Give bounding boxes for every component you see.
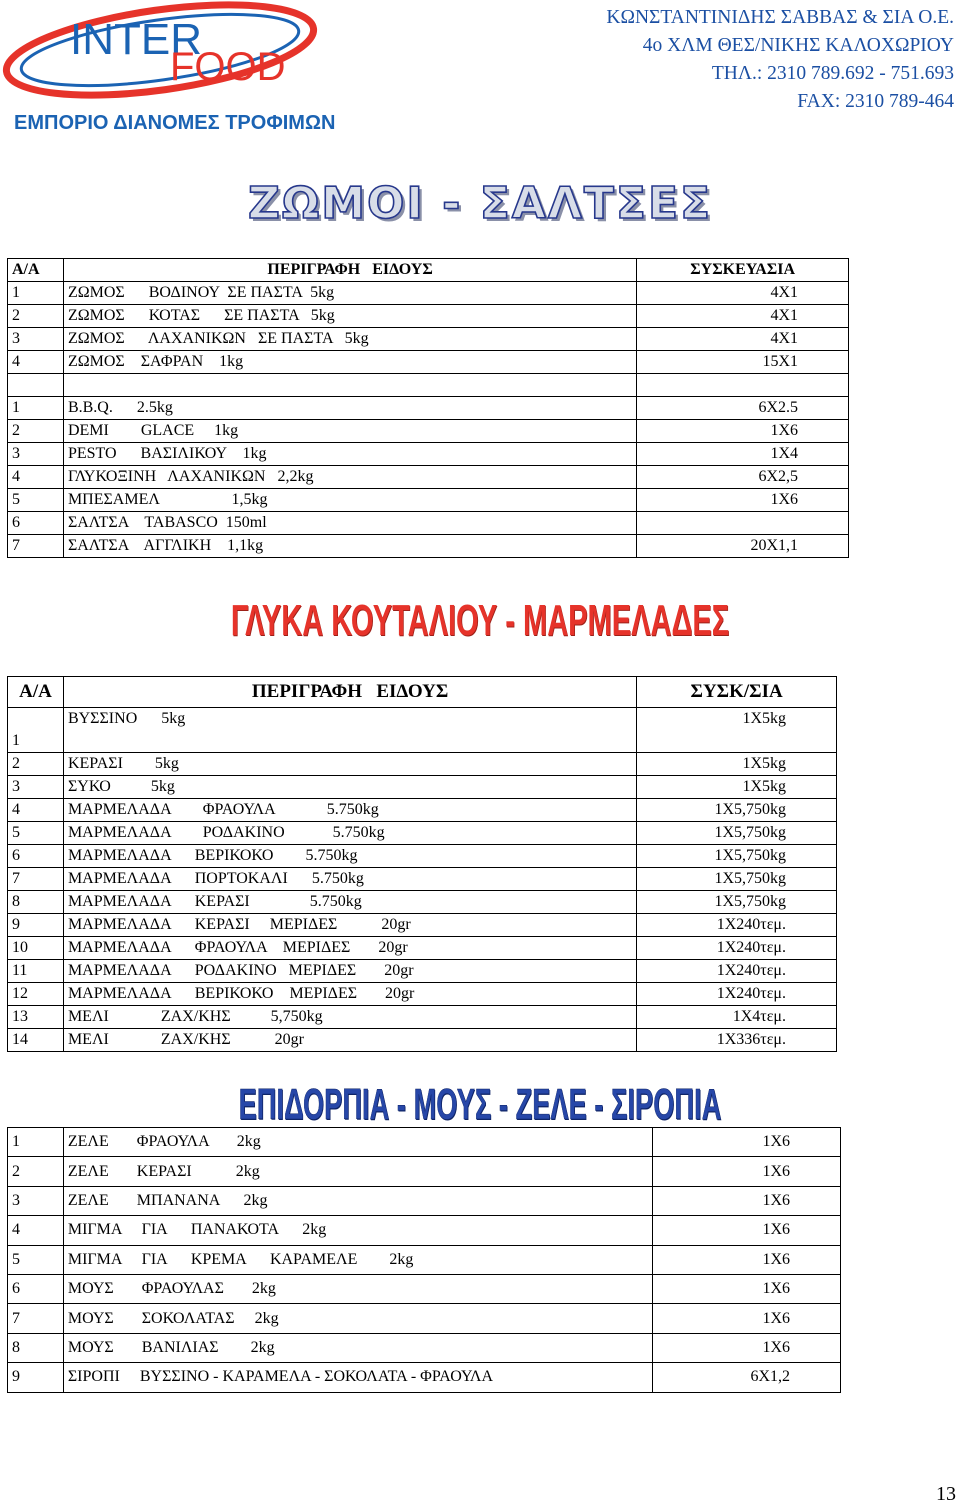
row-index: 13 [8,1006,64,1029]
table-row [8,397,849,420]
row-index: 1 [8,397,64,420]
row-description: ΖΩΜΟΣ ΒΟΔΙΝΟΥ ΣΕ ΠΑΣΤΑ 5kg [63,282,636,305]
row-index: 2 [8,305,64,328]
interfood-logo [0,0,330,112]
table-row [8,374,849,397]
row-index: 1 [8,708,64,753]
table-row [8,305,849,328]
table-row [8,443,849,466]
row-description: ΚΕΡΑΣΙ 5kg [63,753,636,776]
row-description: ΖΕΛΕ ΜΠΑΝΑΝΑ 2kg [63,1186,652,1215]
row-packaging: 1Χ5kg [637,753,837,776]
row-index: 2 [8,1157,64,1186]
table-row [8,960,837,983]
row-packaging: 1Χ5,750kg [637,868,837,891]
row-description: ΖΩΜΟΣ ΛΑΧΑΝΙΚΩΝ ΣΕ ΠΑΣΤΑ 5kg [63,328,636,351]
row-index: 7 [8,535,64,558]
section-title-broths-sauces: ΖΩΜΟΙ - ΣΑΛΤΣΕΣ [247,178,713,229]
page-number: 13 [936,1483,956,1505]
row-index: 5 [8,489,64,512]
row-description: DEMI GLACE 1kg [63,420,636,443]
row-index: 8 [8,891,64,914]
table-row [8,1006,837,1029]
row-description: ΖΕΛΕ ΚΕΡΑΣΙ 2kg [63,1157,652,1186]
row-index: 12 [8,983,64,1006]
row-description: ΜΟΥΣ ΣΟΚΟΛΑΤΑΣ 2kg [63,1304,652,1333]
logo-text-food: FOOD [170,45,286,89]
row-packaging: 1Χ5kg [637,708,837,753]
table-row [8,535,849,558]
row-description: ΜΑΡΜΕΛΑΔΑ ΒΕΡΙΚΟΚΟ ΜΕΡΙΔΕΣ 20gr [63,983,636,1006]
table-header-row [8,259,849,282]
row-description: ΜΙΓΜΑ ΓΙΑ ΠΑΝΑΚΟΤΑ 2kg [63,1216,652,1245]
row-index: 7 [8,868,64,891]
row-index: 5 [8,1245,64,1274]
row-description: ΖΩΜΟΣ ΚΟΤΑΣ ΣΕ ΠΑΣΤΑ 5kg [63,305,636,328]
header-description: ΠΕΡΙΓΡΑΦΗ ΕΙΔΟΥΣ [63,259,636,282]
row-index: 3 [8,443,64,466]
row-packaging: 1Χ5,750kg [637,822,837,845]
row-description: ΣΑΛΤΣΑ TABASCO 150ml [63,512,636,535]
header-index: Α/Α [8,259,64,282]
table-row [8,466,849,489]
table-row [8,845,837,868]
header-description: ΠΕΡΙΓΡΑΦΗ ΕΙΔΟΥΣ [63,677,636,708]
row-index: 3 [8,328,64,351]
row-description: ΒΥΣΣΙΝΟ 5kg [63,708,636,753]
row-packaging: 1Χ240τεμ. [637,983,837,1006]
row-packaging [637,512,849,535]
row-description: ΜΟΥΣ ΒΑΝΙΛΙΑΣ 2kg [63,1333,652,1362]
row-description: ΜΑΡΜΕΛΑΔΑ ΚΕΡΑΣΙ 5.750kg [63,891,636,914]
row-packaging: 1Χ6 [653,1186,841,1215]
row-packaging: 1Χ5,750kg [637,799,837,822]
row-description: ΜΑΡΜΕΛΑΔΑ ΦΡΑΟΥΛΑ ΜΕΡΙΔΕΣ 20gr [63,937,636,960]
table-row [8,420,849,443]
row-description: ΜΟΥΣ ΦΡΑΟΥΛΑΣ 2kg [63,1274,652,1303]
row-packaging: 1Χ5kg [637,776,837,799]
row-packaging [637,374,849,397]
row-packaging: 6Χ1,2 [653,1363,841,1392]
row-description [63,374,636,397]
logo-text-inter: INTER [70,15,202,64]
table-header-row [8,677,837,708]
row-index: 6 [8,845,64,868]
row-description: ΓΛΥΚΟΞΙΝΗ ΛΑΧΑΝΙΚΩΝ 2,2kg [63,466,636,489]
row-packaging: 1Χ6 [653,1304,841,1333]
table-row [8,776,837,799]
table-row [8,328,849,351]
row-description: ΜΑΡΜΕΛΑΔΑ ΒΕΡΙΚΟΚΟ 5.750kg [63,845,636,868]
table-row [8,1363,841,1392]
row-packaging: 4Χ1 [637,282,849,305]
company-phone: ΤΗΛ.: 2310 789.692 - 751.693 [711,63,954,84]
row-description: PESTO ΒΑΣΙΛΙΚΟΥ 1kg [63,443,636,466]
row-index: 10 [8,937,64,960]
row-packaging: 1Χ336τεμ. [637,1029,837,1052]
table-row [8,1186,841,1215]
table-row [8,351,849,374]
row-index: 3 [8,776,64,799]
table-row [8,937,837,960]
table-row [8,708,837,753]
row-index: 2 [8,753,64,776]
row-packaging: 1Χ6 [653,1216,841,1245]
table-row [8,1128,841,1157]
row-packaging: 6Χ2.5 [637,397,849,420]
row-description: ΜΑΡΜΕΛΑΔΑ ΚΕΡΑΣΙ ΜΕΡΙΔΕΣ 20gr [63,914,636,937]
row-description: ΜΕΛΙ ΖΑΧ/ΚΗΣ 20gr [63,1029,636,1052]
row-packaging: 4Χ1 [637,328,849,351]
table-row [8,914,837,937]
header-index: Α/Α [8,677,64,708]
table-row [8,822,837,845]
table-row [8,1157,841,1186]
table-row [8,868,837,891]
row-index: 6 [8,1274,64,1303]
row-description: ΖΕΛΕ ΦΡΑΟΥΛΑ 2kg [63,1128,652,1157]
row-packaging: 1Χ6 [637,420,849,443]
table-row [8,512,849,535]
brand-subtitle: ΕΜΠΟΡΙΟ ΔΙΑΝΟΜΕΣ ΤΡΟΦΙΜΩΝ [14,112,336,134]
row-packaging: 1Χ240τεμ. [637,914,837,937]
row-packaging: 1Χ5,750kg [637,891,837,914]
row-index: 9 [8,1363,64,1392]
row-description: ΜΑΡΜΕΛΑΔΑ ΠΟΡΤΟΚΑΛΙ 5.750kg [63,868,636,891]
row-index: 11 [8,960,64,983]
row-index: 1 [8,1128,64,1157]
row-packaging: 6Χ2,5 [637,466,849,489]
table-row [8,282,849,305]
table-row [8,753,837,776]
row-description: ΜΠΕΣΑΜΕΛ 1,5kg [63,489,636,512]
row-index: 8 [8,1333,64,1362]
row-description: ΜΙΓΜΑ ΓΙΑ ΚΡΕΜΑ ΚΑΡΑΜΕΛΕ 2kg [63,1245,652,1274]
row-index [8,374,64,397]
row-index: 1 [8,282,64,305]
row-packaging: 1Χ6 [653,1128,841,1157]
desserts-table [7,1127,841,1393]
broths-sauces-table [7,258,849,558]
header-packaging: ΣΥΣΚΕΥΑΣΙΑ [637,259,849,282]
row-description: ΜΑΡΜΕΛΑΔΑ ΡΟΔΑΚΙΝΟ 5.750kg [63,822,636,845]
table-row [8,1216,841,1245]
section-title-desserts: ΕΠΙΔΟΡΠΙΑ - ΜΟΥΣ - ΖΕΛΕ - ΣΙΡΟΠΙΑ [238,1080,722,1129]
row-index: 4 [8,351,64,374]
row-index: 3 [8,1186,64,1215]
company-info [606,4,954,116]
row-index: 4 [8,1216,64,1245]
row-index: 2 [8,420,64,443]
row-packaging: 4Χ1 [637,305,849,328]
table-row [8,891,837,914]
row-description: ΜΑΡΜΕΛΑΔΑ ΦΡΑΟΥΛΑ 5.750kg [63,799,636,822]
row-packaging: 1Χ240τεμ. [637,937,837,960]
table-row [8,1274,841,1303]
table-row [8,1333,841,1362]
row-packaging: 15Χ1 [637,351,849,374]
row-packaging: 20Χ1,1 [637,535,849,558]
company-fax: FAX: 2310 789-464 [797,91,954,112]
row-packaging: 1Χ6 [637,489,849,512]
row-description: ΜΕΛΙ ΖΑΧ/ΚΗΣ 5,750kg [63,1006,636,1029]
row-packaging: 1Χ5,750kg [637,845,837,868]
section-title-spoon-sweets: ΓΛΥΚΑ ΚΟΥΤΑΛΙΟΥ - ΜΑΡΜΕΛΑΔΕΣ [230,596,730,645]
row-packaging: 1Χ6 [653,1245,841,1274]
row-index: 4 [8,466,64,489]
row-description: B.B.Q. 2.5kg [63,397,636,420]
row-index: 14 [8,1029,64,1052]
table-row [8,489,849,512]
row-packaging: 1Χ4 [637,443,849,466]
row-description: ΜΑΡΜΕΛΑΔΑ ΡΟΔΑΚΙΝΟ ΜΕΡΙΔΕΣ 20gr [63,960,636,983]
header-packaging: ΣΥΣΚ/ΣΙΑ [637,677,837,708]
table-row [8,799,837,822]
row-index: 9 [8,914,64,937]
row-index: 7 [8,1304,64,1333]
row-packaging: 1Χ6 [653,1333,841,1362]
table-row [8,1304,841,1333]
row-packaging: 1Χ6 [653,1274,841,1303]
company-address: 4ο ΧΛΜ ΘΕΣ/ΝΙΚΗΣ ΚΑΛΟΧΩΡΙΟΥ [642,35,954,56]
row-description: ΣΥΚΟ 5kg [63,776,636,799]
table-row [8,1245,841,1274]
spoon-sweets-table [7,676,837,1052]
row-packaging: 1Χ4τεμ. [637,1006,837,1029]
table-row [8,983,837,1006]
company-name: ΚΩΝΣΤΑΝΤΙΝΙΔΗΣ ΣΑΒΒΑΣ & ΣΙΑ Ο.Ε. [606,7,954,28]
row-description: ΣΙΡΟΠΙ ΒΥΣΣΙΝΟ - ΚΑΡΑΜΕΛΑ - ΣΟΚΟΛΑΤΑ - ΦΡΑΟΥΛΑ [63,1363,652,1392]
row-index: 4 [8,799,64,822]
row-description: ΖΩΜΟΣ ΣΑΦΡΑΝ 1kg [63,351,636,374]
row-index: 5 [8,822,64,845]
table-row [8,1029,837,1052]
row-packaging: 1Χ6 [653,1157,841,1186]
row-index: 6 [8,512,64,535]
row-packaging: 1Χ240τεμ. [637,960,837,983]
row-description: ΣΑΛΤΣΑ ΑΓΓΛΙΚΗ 1,1kg [63,535,636,558]
